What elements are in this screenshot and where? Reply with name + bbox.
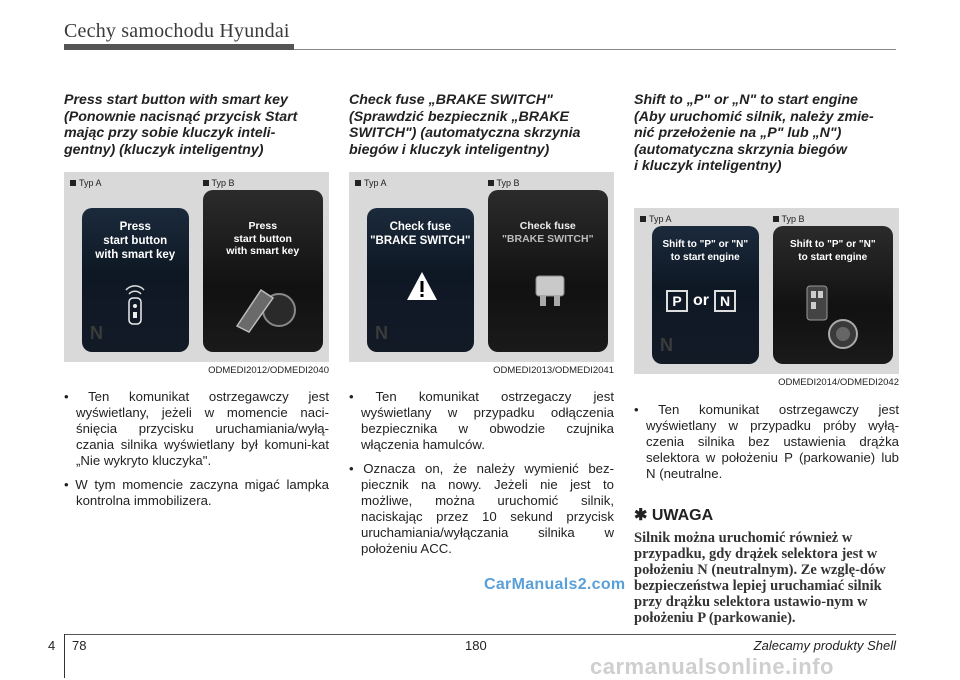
figure-brake-switch xyxy=(349,172,614,376)
footer-watermark: carmanualsonline.info xyxy=(590,654,834,679)
start-button-icon xyxy=(801,284,871,356)
header-rule xyxy=(294,49,896,50)
figure-panel-a: Typ A Check fuse "BRAKE SWITCH" N xyxy=(349,172,482,362)
figure-code: ODMEDI2012/ODMEDI2040 xyxy=(208,365,329,376)
chapter-number: 4 xyxy=(48,638,56,653)
figure-code: ODMEDI2013/ODMEDI2041 xyxy=(493,365,614,376)
cluster-display: Press start button with smart key xyxy=(203,190,324,352)
cluster-display: Check fuse "BRAKE SWITCH" xyxy=(488,190,609,352)
list-item: • Ten komunikat ostrzegaczy jest wyświetlany w przypadku odłączenia bezpiecznika w obwodzie czujnika włączenia hamulców. xyxy=(349,389,614,452)
figure-code: ODMEDI2014/ODMEDI2042 xyxy=(778,377,899,388)
pdf-page-number: 180 xyxy=(465,638,487,653)
footer-divider xyxy=(64,634,65,678)
smart-key-icon xyxy=(120,282,150,328)
section-brake-switch xyxy=(349,92,614,158)
figure-panel-a: Typ A Press start button with smart key N xyxy=(64,172,197,362)
footer-rule xyxy=(64,634,896,635)
watermark-link[interactable]: CarManuals2.com xyxy=(484,576,626,593)
bullet-list xyxy=(64,389,329,517)
cluster-display: Check fuse "BRAKE SWITCH" N xyxy=(367,208,474,352)
figure-panel-b: Typ B Press start button with smart key xyxy=(197,172,330,362)
list-item: • Ten komunikat ostrzegawczy jest wyświetlany w przypadku próby wyłą-czenia silnika bez ustawienia drążka selektora w położeniu P (parkowanie) lub N (neutralne. xyxy=(634,402,899,481)
page-header-title: Cechy samochodu Hyundai xyxy=(64,20,290,42)
note-body: Silnik można uruchomić również w przypadku, gdy drążek selektora jest w położeniu N (neutralnym). Ze wzglę-dów bezpieczeństwa lepiej uruchamiać silnik przy drążku selektora ustawio-nym w położeniu P (parkowanie). xyxy=(634,530,886,626)
warning-triangle-icon xyxy=(405,270,439,302)
list-item: • W tym momencie zaczyna migać lampka kontrolna immobilizera. xyxy=(64,477,329,508)
header-bar xyxy=(64,44,294,50)
figure-shift-pn xyxy=(634,208,899,388)
section-title: Press start button with smart key (Ponownie nacisnąć przycisk Start mając przy sobie kluczyk inteli- gentny) (kluczyk inteligentny) xyxy=(64,92,298,158)
fuse-icon xyxy=(528,270,572,310)
gear-indicator: P or N xyxy=(666,290,736,312)
figure-smart-key xyxy=(64,172,329,376)
figure-panel-b: Typ B Shift to "P" or "N" to start engine xyxy=(767,208,900,374)
list-item: • Ten komunikat ostrzegawczy jest wyświetlany, jeżeli w momencie naci-śnięcia przycisku uruchamiania/wyłą-czania silnika wyświetlany był komuni-kat „Nie wykryto kluczyka". xyxy=(64,389,329,468)
bullet-list xyxy=(634,402,899,490)
list-item: • Oznacza on, że należy wymienić bez-piecznik na nowy. Jeżeli nie jest to możliwe, można uruchomić silnik, naciskając przez 10 sekund przycisk uruchamiania/wyłączania silnika w położeniu ACC. xyxy=(349,461,614,556)
section-shift-pn xyxy=(634,92,899,175)
cluster-display: Shift to "P" or "N" to start engine P or N N xyxy=(652,226,759,364)
cluster-display: Shift to "P" or "N" to start engine xyxy=(773,226,894,364)
smart-key-icon xyxy=(231,276,301,336)
note-heading: ✱ UWAGA xyxy=(634,507,714,524)
section-smart-key xyxy=(64,92,329,158)
footer-text: Zalecamy produkty Shell xyxy=(753,638,896,653)
figure-panel-b: Typ B Check fuse "BRAKE SWITCH" xyxy=(482,172,615,362)
section-title: Shift to „P" or „N" to start engine (Aby uruchomić silnik, należy zmie- nić przełożenie na „P" lub „N") (automatyczna skrzynia biegów i kluczyk inteligentny) xyxy=(634,92,874,174)
page-number: 78 xyxy=(72,638,87,653)
section-title: Check fuse „BRAKE SWITCH" (Sprawdzić bezpiecznik „BRAKE SWITCH") (automatyczna skrzynia biegów i kluczyk inteligentny) xyxy=(349,92,581,158)
cluster-display: Press start button with smart key N xyxy=(82,208,189,352)
bullet-list xyxy=(349,389,614,565)
figure-panel-a: Typ A Shift to "P" or "N" to start engine P or N N xyxy=(634,208,767,374)
